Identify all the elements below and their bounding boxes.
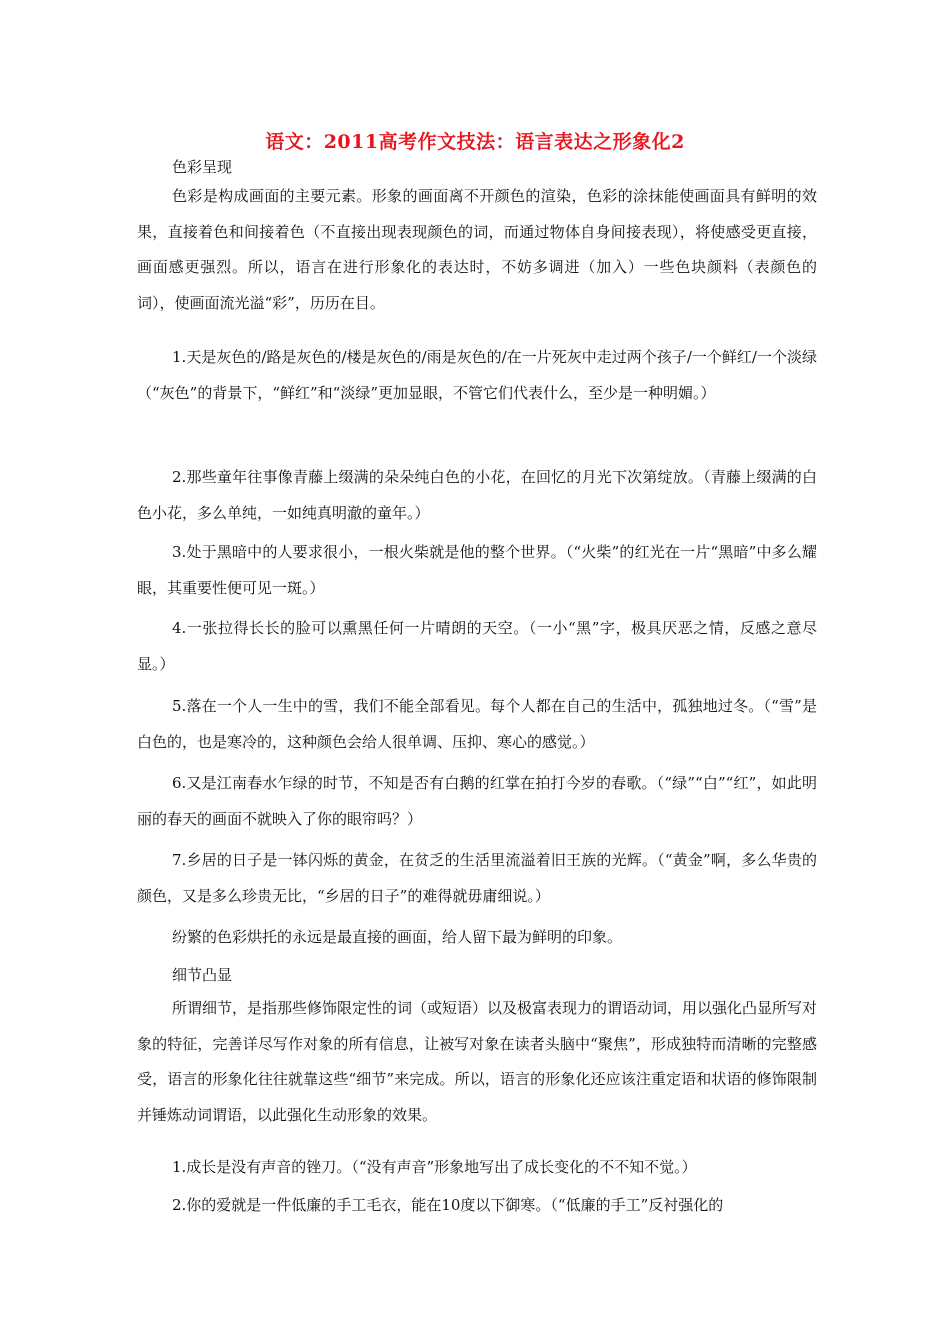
- example-paragraph: 2.那些童年往事像青藤上缀满的朵朵纯白色的小花，在回忆的月光下次第绽放。（青藤上缀满的白色小花，多么单纯，一如纯真明澈的童年。）: [137, 468, 817, 522]
- example-paragraph: 3.处于黑暗中的人要求很小，一根火柴就是他的整个世界。（“火柴”的红光在一片“黑暗”中多么耀眼，其重要性便可见一斑。）: [137, 543, 817, 597]
- section-intro-detail: 所谓细节，是指那些修饰限定性的词（或短语）以及极富表现力的谓语动词，用以强化凸显所写对象的特征，完善详尽写作对象的所有信息，让被写对象在读者头脑中“聚焦”，形成独特而清晰的完整感受，语言的形象化往往就靠这些“细节”来完成。所以，语言的形象化还应该注重定语和状语的修饰限制并锤炼动词谓语，以此强化生动形象的效果。: [137, 999, 818, 1124]
- document-title: 语文：2011高考作文技法：语言表达之形象化2: [265, 131, 685, 153]
- section-heading-detail: 细节凸显: [172, 966, 233, 984]
- example-paragraph: 1.成长是没有声音的锉刀。（“没有声音”形象地写出了成长变化的不不知不觉。）: [172, 1158, 697, 1176]
- section-intro-color: 色彩是构成画面的主要元素。形象的画面离不开颜色的渲染，色彩的涂抹能使画面具有鲜明的效果，直接着色和间接着色（不直接出现表现颜色的词，而通过物体自身间接表现），将使感受更直接，画面感更强烈。所以，语言在进行形象化的表达时，不妨多调进（加入）一些色块颜料（表颜色的词），使画面流光溢“彩”，历历在目。: [137, 187, 817, 312]
- example-paragraph: 4.一张拉得长长的脸可以熏黑任何一片晴朗的天空。（一小“黑”字，极具厌恶之情，反感之意尽显。）: [137, 619, 817, 673]
- section-conclusion-color: 纷繁的色彩烘托的永远是最直接的画面，给人留下最为鲜明的印象。: [172, 928, 623, 946]
- example-paragraph: 6.又是江南春水乍绿的时节，不知是否有白鹅的红掌在拍打今岁的春歌。（“绿”“白”“红”，如此明丽的春天的画面不就映入了你的眼帘吗？）: [137, 774, 817, 828]
- example-paragraph: 5.落在一个人一生中的雪，我们不能全部看见。每个人都在自己的生活中，孤独地过冬。（“雪”是白色的，也是寒冷的，这种颜色会给人很单调、压抑、寒心的感觉。）: [137, 697, 817, 751]
- example-paragraph: 2.你的爱就是一件低廉的手工毛衣，能在10度以下御寒。（“低廉的手工”反衬强化的: [172, 1196, 724, 1214]
- example-paragraph: 1.天是灰色的/路是灰色的/楼是灰色的/雨是灰色的/在一片死灰中走过两个孩子/一个鲜红/一个淡绿（“灰色”的背景下，“鲜红”和“淡绿”更加显眼，不管它们代表什么，至少是一种明媚。）: [137, 348, 817, 402]
- example-paragraph: 7.乡居的日子是一钵闪烁的黄金，在贫乏的生活里流溢着旧王族的光辉。（“黄金”啊，多么华贵的颜色，又是多么珍贵无比，“乡居的日子”的难得就毋庸细说。）: [137, 851, 817, 905]
- section-heading-color: 色彩呈现: [172, 158, 233, 176]
